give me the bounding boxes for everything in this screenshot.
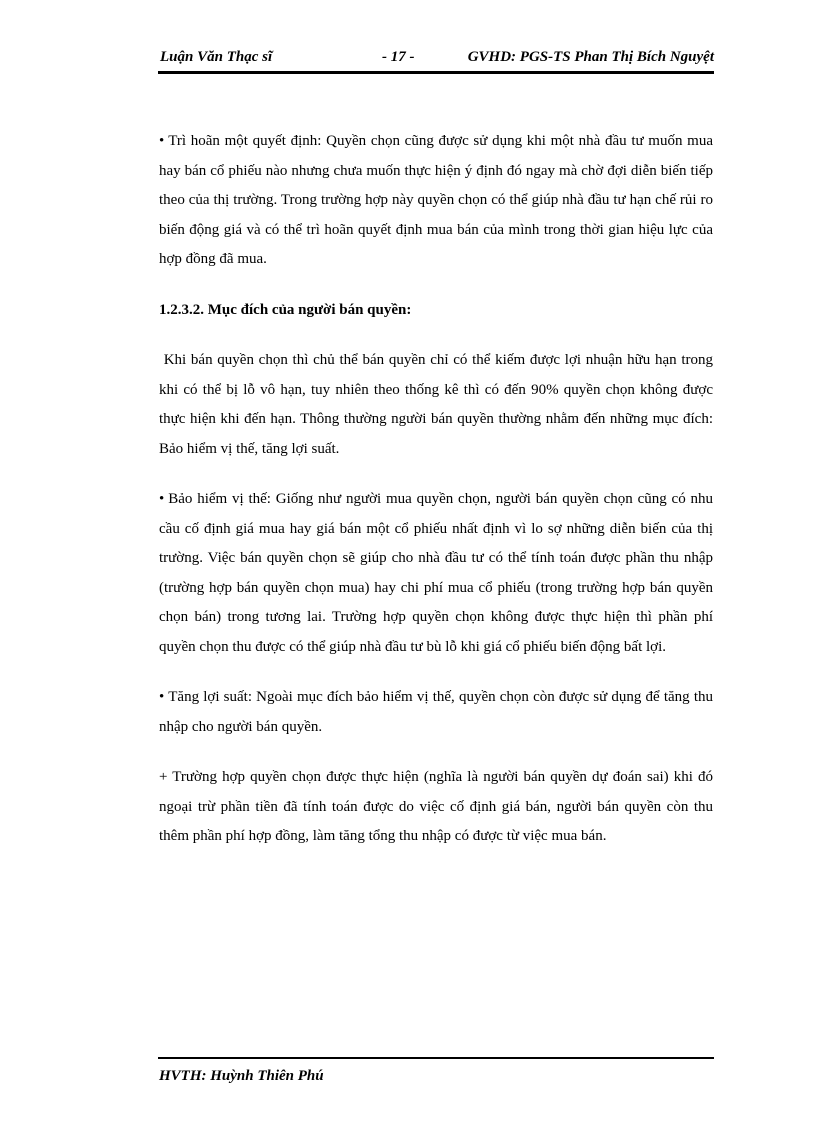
page-header — [158, 49, 714, 71]
paragraph-postpone-decision — [159, 127, 713, 275]
page-body — [159, 127, 713, 852]
paragraph-option-exercised: + Trường hợp quyền chọn được thực hiện (nghĩa là người bán quyền dự đoán sai) khi đó ngoại trừ phần tiền đã tính toán được do việc cố định giá bán, người bán quyền còn thu thêm phần phí hợp đồng, làm tăng tổng thu nhập có được từ việc mua bán. — [159, 769, 713, 844]
header-thesis-title: Luận Văn Thạc sĩ — [160, 49, 273, 65]
header-page-number: - 17 - — [382, 49, 415, 65]
footer-divider — [158, 1057, 714, 1059]
paragraph-text: Tăng lợi suất: Ngoài mục đích bảo hiểm vị thế, quyền chọn còn được sử dụng để tăng thu nhập cho người bán quyền. — [159, 689, 713, 735]
footer-author: HVTH: Huỳnh Thiên Phú — [159, 1068, 324, 1084]
header-divider — [158, 71, 714, 74]
paragraph-seller-intro — [159, 346, 713, 464]
bullet-icon: • — [159, 689, 165, 705]
paragraph-text: Trì hoãn một quyết định: Quyền chọn cũng được sử dụng khi một nhà đầu tư muốn mua hay bán cổ phiếu nào nhưng chưa muốn thực hiện ý định đó ngay mà chờ đợi diễn biến tiếp theo của thị trường. Trong trường hợp này quyền chọn có thể giúp nhà đầu tư hạn chế rủi ro biến động giá và có thể trì hoãn quyết định mua bán của mình trong thời gian hiệu lực của hợp đồng đã mua. — [159, 133, 713, 267]
bullet-icon: • — [159, 491, 165, 507]
paragraph-text: Bảo hiểm vị thế: Giống như người mua quyền chọn, người bán quyền chọn cũng có nhu cầu cố định giá mua hay giá bán một cổ phiếu nhất định vì lo sợ những diễn biến của thị trường. Việc bán quyền chọn sẽ giúp cho nhà đầu tư có thể tính toán được phần thu nhập (trường hợp bán quyền chọn mua) hay chi phí mua cổ phiếu (trong trường hợp bán quyền chọn bán) trong tương lai. Trường hợp quyền chọn không được thực hiện thì phần phí quyền chọn thu được có thể giúp nhà đầu tư bù lỗ khi giá cổ phiếu biến động bất lợi. — [159, 491, 713, 655]
paragraph-text: Khi bán quyền chọn thì chủ thể bán quyền chỉ có thể kiếm được lợi nhuận hữu hạn trong khi có thể bị lỗ vô hạn, tuy nhiên theo thống kê thì có đến 90% quyền chọn không được thực hiện khi đến hạn. Thông thường người bán quyền thường nhằm đến những mục đích: Bảo hiểm vị thế, tăng lợi suất. — [159, 352, 713, 457]
paragraph-hedge-position — [159, 485, 713, 662]
paragraph-increase-yield — [159, 683, 713, 742]
header-advisor: GVHD: PGS-TS Phan Thị Bích Nguyệt — [467, 49, 714, 65]
section-heading: 1.2.3.2. Mục đích của người bán quyền: — [159, 301, 412, 318]
bullet-icon: • — [159, 133, 165, 149]
